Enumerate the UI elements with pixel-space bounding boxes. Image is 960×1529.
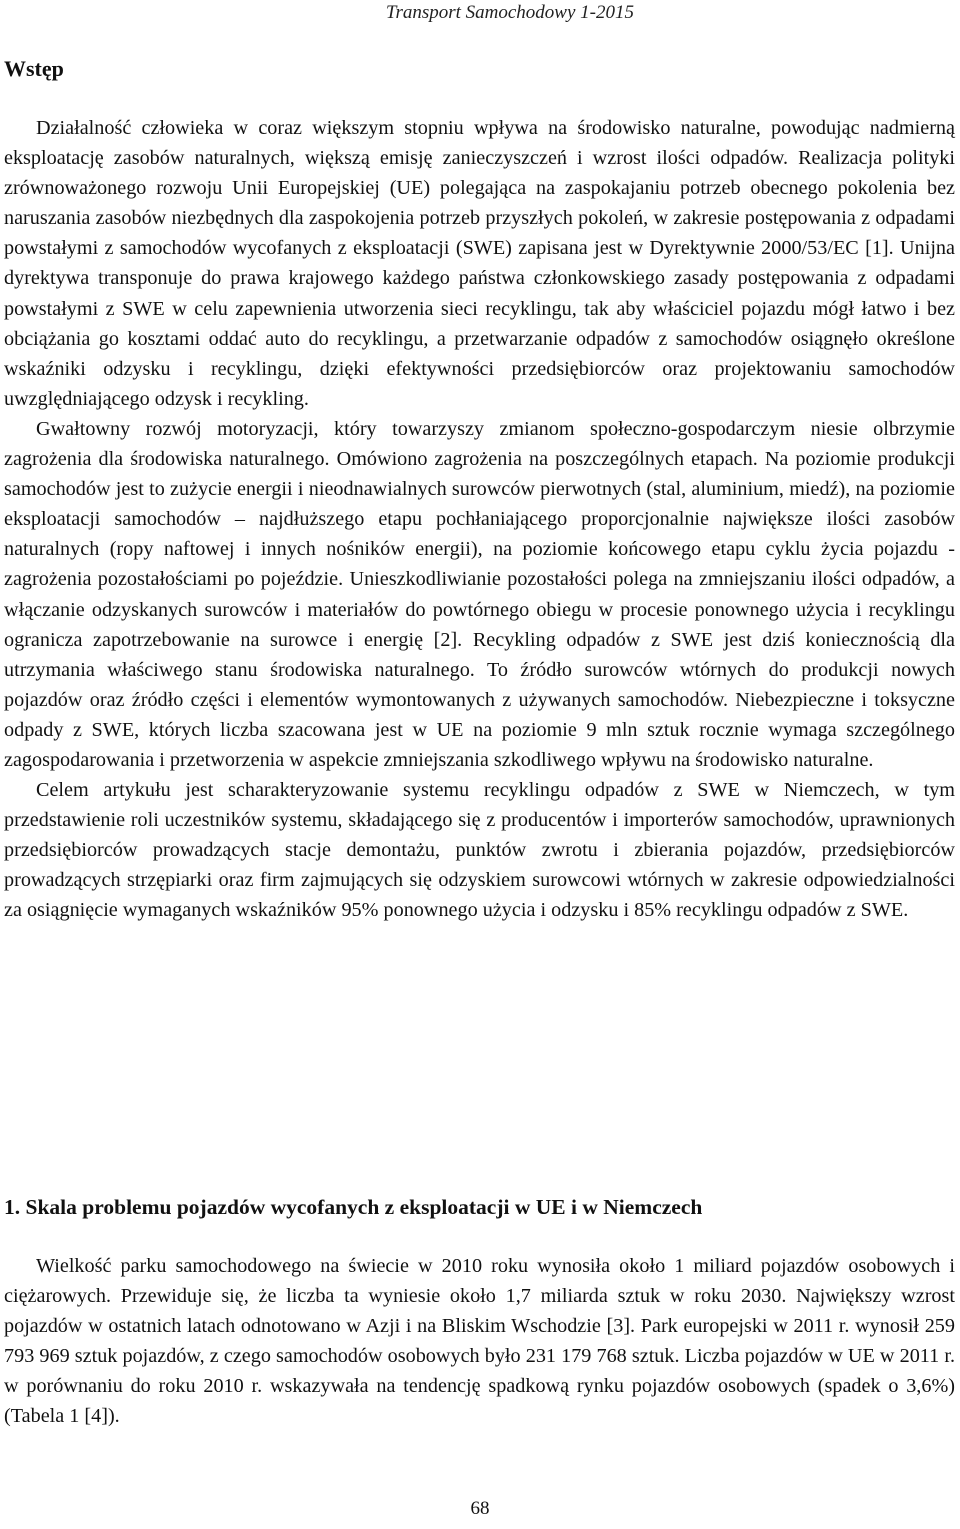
skala-body bbox=[4, 1251, 955, 1432]
page-number: 68 bbox=[470, 1498, 490, 1519]
skala-paragraph-1: Wielkość parku samochodowego na świecie w 2010 roku wynosiła około 1 miliard pojazdów osobowych i ciężarowych. Przewiduje się, że liczba ta wyniesie około 1,7 miliarda sztuk w roku 2030. Największy wzrost pojazdów w ostatnich latach odnotowano w Azji i na Bliskim Wschodzie [3]. Park europejski w 2011 r. wynosił 259 793 969 sztuk pojazdów, z czego samochodów osobowych było 231 179 768 sztuk. Liczba pojazdów w UE w 2011 r. w porównaniu do roku 2010 r. wskazywała na tendencję spadkową rynku pojazdów osobowych (spadek o 3,6%) (Tabela 1 [4]). bbox=[4, 1255, 955, 1428]
section-title-skala: 1. Skala problemu pojazdów wycofanych z eksploatacji w UE i w Niemczech bbox=[4, 1195, 703, 1219]
intro-paragraph-1: Działalność człowieka w coraz większym stopniu wpływa na środowisko naturalne, powodując nadmierną eksploatację zasobów naturalnych, większą emisję zanieczyszczeń i wzrost ilości odpadów. Realizacja polityki zrównoważonego rozwoju Unii Europejskiej (UE) polegająca na zaspokajaniu potrzeb obecnego pokolenia bez naruszania zasobów niezbędnych dla zaspokojenia potrzeb przyszłych pokoleń, w zakresie postępowania z odpadami powstałymi z samochodów wycofanych z eksploatacji (SWE) zapisana jest w Dyrektywnie 2000/53/EC [1]. Unijna dyrektywa transponuje do prawa krajowego każdego państwa członkowskiego zasady postępowania z odpadami powstałymi z SWE w celu zapewnienia utworzenia sieci recyklingu, tak aby właściciel pojazdu mógł łatwo i bez obciążania go kosztami oddać auto do recyklingu, a przetwarzanie odpadów z samochodów osiągnęło określone wskaźniki odzysku i recyklingu, dzięki efektywności przedsiębiorców oraz projektowaniu samochodów uwzględniającego odzysk i recykling. bbox=[4, 117, 955, 410]
page-header: Transport Samochodowy 1-2015 bbox=[385, 2, 634, 23]
section-title-wstep: Wstęp bbox=[4, 56, 64, 81]
intro-paragraph-2: Gwałtowny rozwój motoryzacji, który towarzyszy zmianom społeczno-gospodarczym niesie olbrzymie zagrożenia dla środowiska naturalnego. Omówiono zagrożenia na poszczególnych etapach. Na poziomie produkcji samochodów jest to zużycie energii i nieodnawialnych surowców pierwotnych (stal, aluminium, miedź), na poziomie eksploatacji samochodów – najdłuższego etapu pochłaniającego proporcjonalnie największe ilości zasobów naturalnych (ropy naftowej i innych nośników energii), na poziomie końcowego etapu cyklu życia pojazdu - zagrożenia pozostałościami po pojeździe. Unieszkodliwianie pozostałości polega na zmniejszaniu ilości odpadów, a włączanie odzyskanych surowców i materiałów do powtórnego obiegu w procesie ponownego użycia i recyklingu ogranicza zapotrzebowanie na surowce i energię [2]. Recykling odpadów z SWE jest dziś koniecznością dla utrzymania właściwego stanu środowiska naturalnego. To źródło surowców wtórnych do produkcji nowych pojazdów oraz źródło części i elementów wymontowanych z używanych samochodów. Niebezpieczne i toksyczne odpady z SWE, których liczba szacowana jest w UE na poziomie 9 mln sztuk rocznie wymaga szczególnego zagospodarowania i przetworzenia w aspekcie zmniejszania szkodliwego wpływu na środowisko naturalne. bbox=[4, 417, 955, 771]
intro-paragraph-3: Celem artykułu jest scharakteryzowanie systemu recyklingu odpadów z SWE w Niemczech, w tym przedstawienie roli uczestników systemu, składającego się z producentów i importerów samochodów, uprawnionych przedsiębiorców prowadzących stacje demontażu, punktów zwrotu i zbierania pojazdów, przedsiębiorców prowadzących strzępiarki oraz firm zajmujących się odzyskiem surowcowi wtórnych w zakresie odpowiedzialności za osiągnięcie wymaganych wskaźników 95% ponownego użycia i odzysku i 85% recyklingu odpadów z SWE. bbox=[4, 779, 955, 922]
intro-body bbox=[4, 113, 955, 926]
